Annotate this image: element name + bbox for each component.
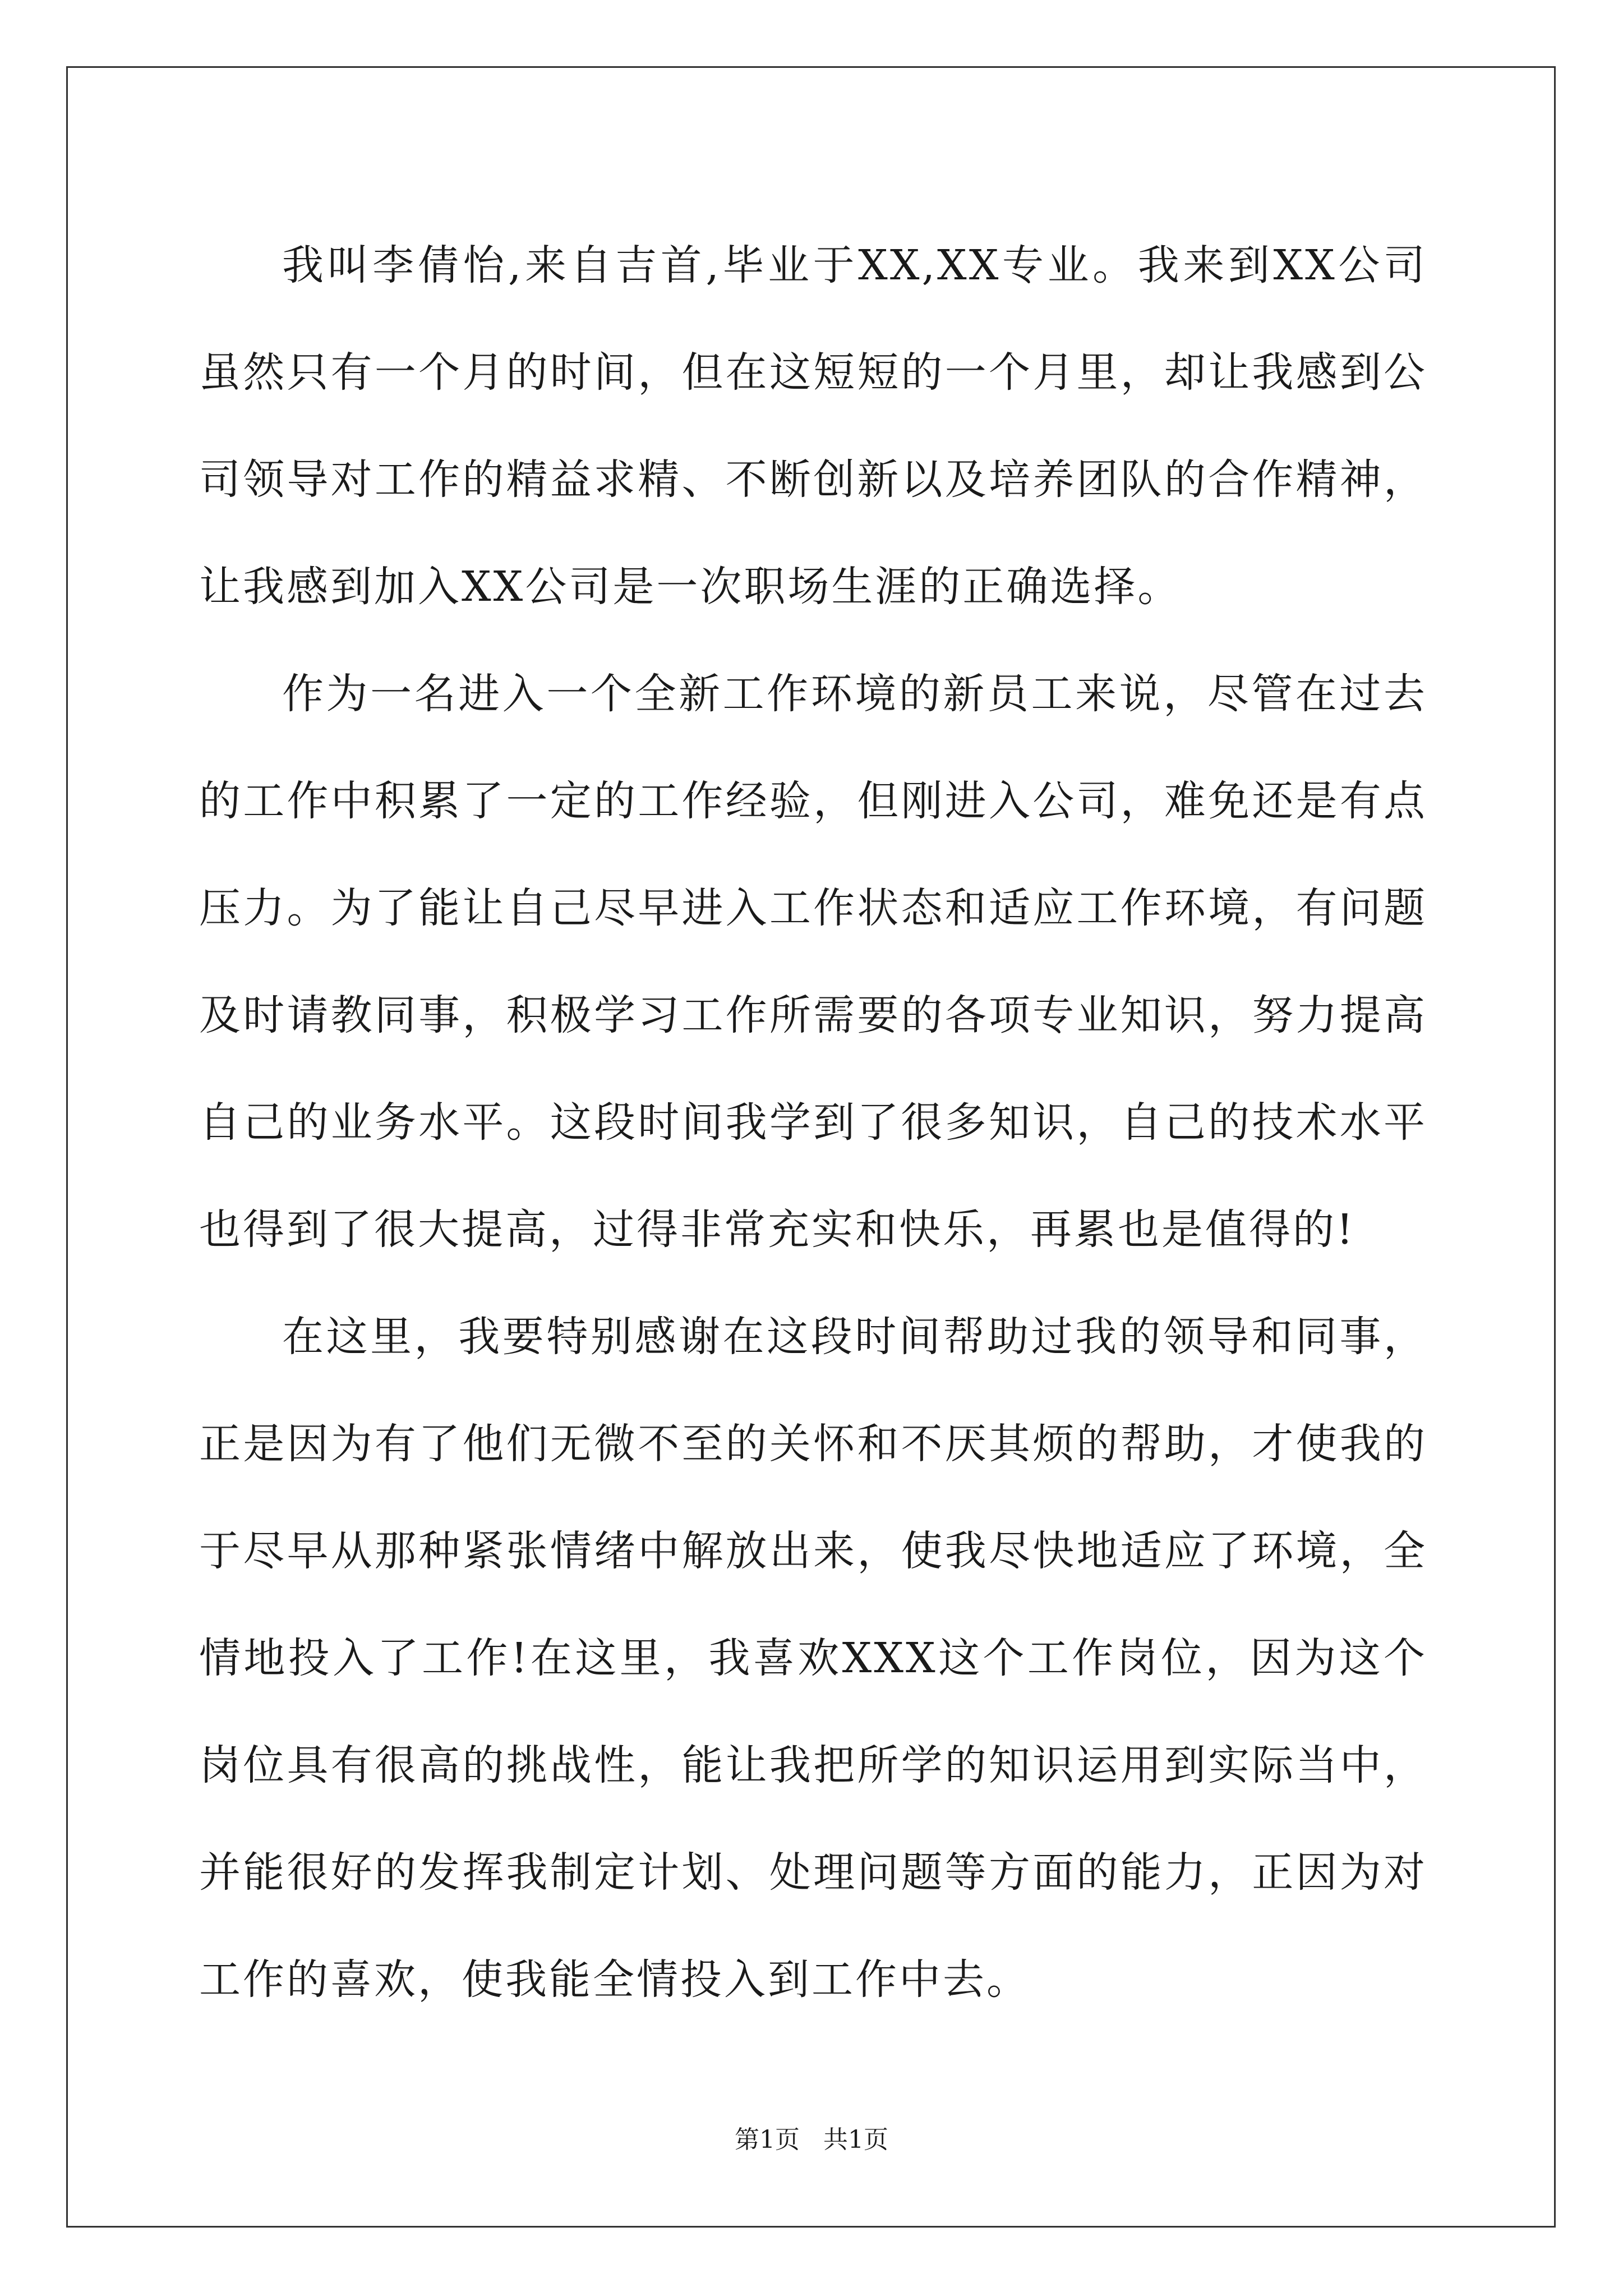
paragraph-2: 作为一名进入一个全新工作环境的新员工来说，尽管在过去的工作中积累了一定的工作经验，但刚进入公司，难免还是有点压力。为了能让自己尽早进入工作状态和适应工作环境，有问题及时请教同事，积极学习工作所需要的各项专业知识，努力提高自己的业务水平。这段时间我学到了很多知识，自己的技术水平也得到了很大提高，过得非常充实和快乐，再累也是值得的! (199, 670, 1427, 1254)
page-number-footer: 第1页 共1页 (735, 2125, 888, 2154)
paragraph-1: 我叫李倩怡,来自吉首,毕业于XX,XX专业。我来到XX公司虽然只有一个月的时间，但在这短短的一个月里，却让我感到公司领导对工作的精益求精、不断创新以及培养团队的合作精神，让我感到加入XX公司是一次职场生涯的正确选择。 (199, 241, 1427, 611)
paragraph-3: 在这里，我要特别感谢在这段时间帮助过我的领导和同事，正是因为有了他们无微不至的关怀和不厌其烦的帮助，才使我的于尽早从那种紧张情绪中解放出来，使我尽快地适应了环境，全情地投入了工作!在这里，我喜欢XXX这个工作岗位，因为这个岗位具有很高的挑战性，能让我把所学的知识运用到实际当中，并能很好的发挥我制定计划、处理问题等方面的能力，正因为对工作的喜欢，使我能全情投入到工作中去。 (199, 1313, 1427, 2004)
document-body (199, 212, 1427, 2033)
